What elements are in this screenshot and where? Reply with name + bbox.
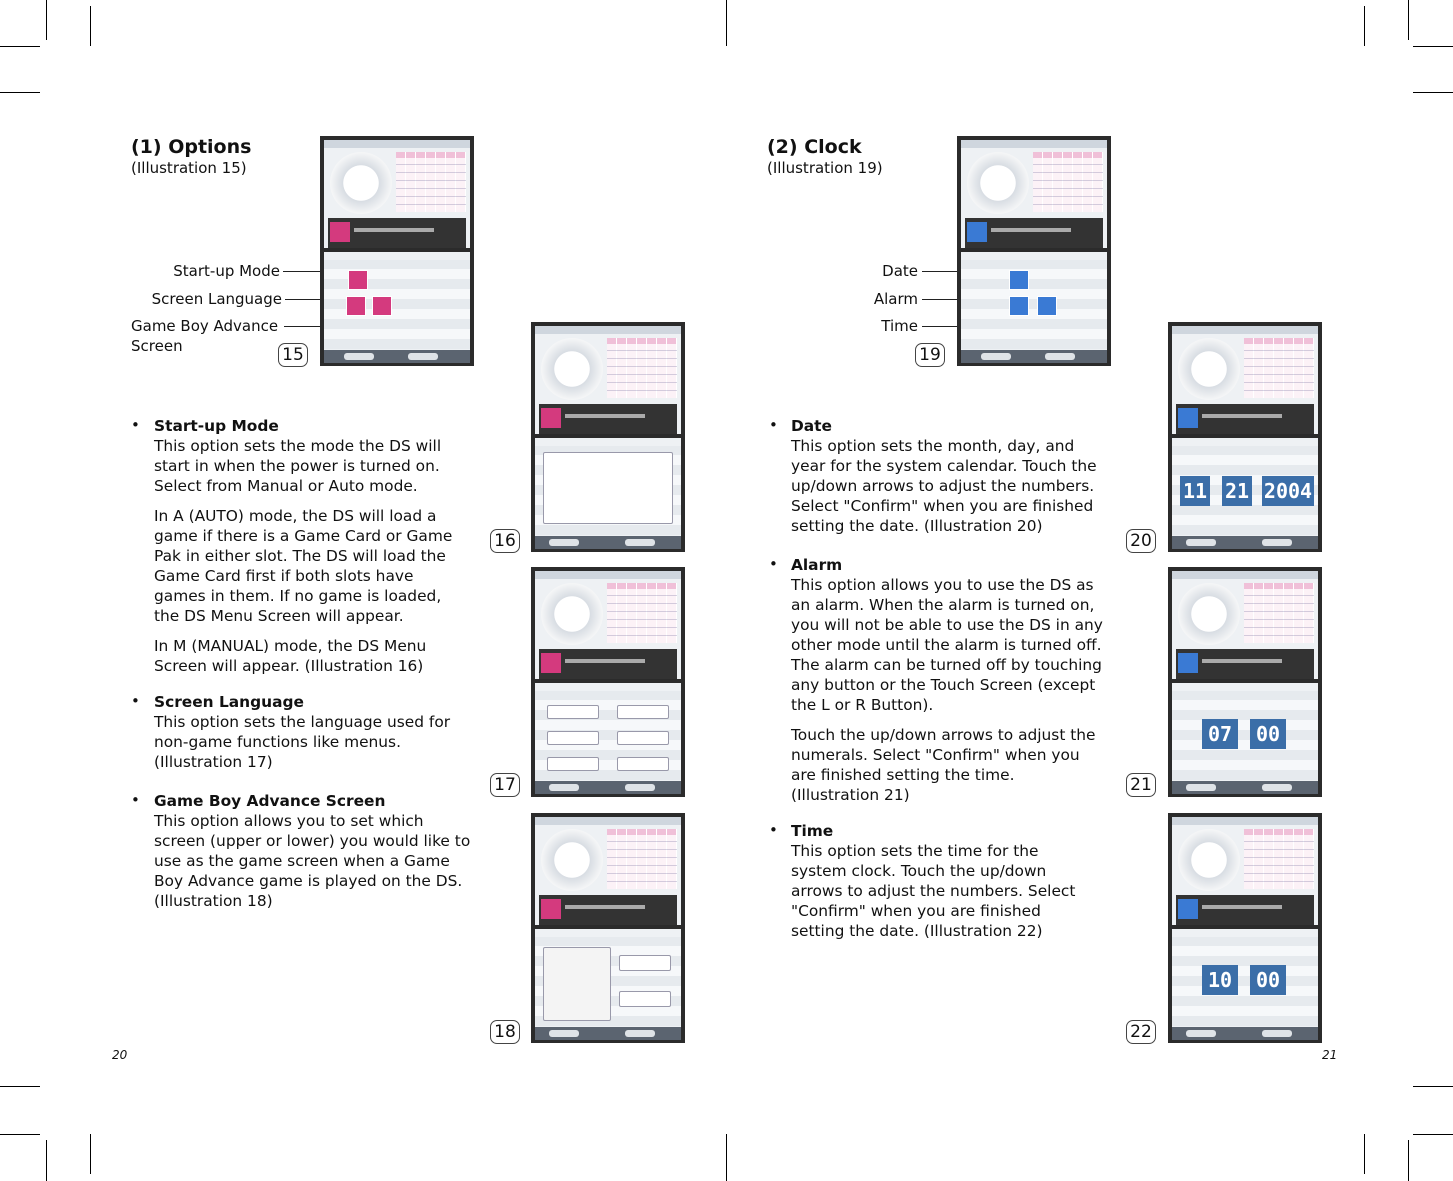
- crop-mark: [1413, 1134, 1453, 1135]
- time-hour-digits: 10: [1202, 965, 1238, 995]
- item-title: Game Boy Advance Screen: [154, 792, 386, 810]
- bullet: •: [131, 791, 140, 809]
- ds-screenshot-options: [320, 136, 474, 366]
- item-screen-language: [154, 692, 470, 782]
- time-minute-digits: 00: [1250, 965, 1286, 995]
- crop-mark: [0, 1086, 40, 1087]
- crop-mark: [1413, 46, 1453, 47]
- ds-screenshot-screen-language: [531, 567, 685, 797]
- item-date: [791, 416, 1109, 546]
- item-paragraph: This option sets the month, day, and year for the system calendar. Touch the up/down arrows to adjust the numbers. Select "Confirm" when you are finished setting the date. (Illustration 20): [791, 437, 1097, 535]
- ds-screenshot-date: [1168, 322, 1322, 552]
- item-gba-screen: [154, 791, 472, 921]
- date-day-digits: 21: [1222, 476, 1252, 506]
- bullet: •: [769, 416, 778, 434]
- crop-mark: [1364, 6, 1365, 46]
- section-subtitle-options: (Illustration 15): [131, 159, 247, 177]
- crop-mark: [1413, 92, 1453, 93]
- section-subtitle-clock: (Illustration 19): [767, 159, 883, 177]
- illustration-number-18: 18: [490, 1020, 520, 1044]
- crop-mark: [1364, 1134, 1365, 1174]
- item-paragraph: In A (AUTO) mode, the DS will load a game if there is a Game Card or Game Pak in either slot. The DS will load the Game Card first if both slots have games in them. If no game is loaded, the DS Menu Screen will appear.: [154, 507, 453, 625]
- illustration-number-17: 17: [490, 773, 520, 797]
- item-title: Screen Language: [154, 693, 304, 711]
- ds-screenshot-startup-mode: [531, 322, 685, 552]
- item-paragraph: This option sets the language used for non-game functions like menus. (Illustration 17): [154, 713, 451, 771]
- item-title: Date: [791, 417, 832, 435]
- crop-mark: [90, 1134, 91, 1174]
- crop-mark: [0, 92, 40, 93]
- item-time: [791, 821, 1097, 951]
- item-paragraph: This option allows you to use the DS as an alarm. When the alarm is turned on, you will not be able to use the DS in any other mode until the alarm is turned off. The alarm can be turned off by touching any button or the Touch Screen (except the L or R Button).: [791, 576, 1103, 714]
- callout-screen-language: Screen Language: [151, 290, 282, 308]
- item-paragraph: This option sets the mode the DS will start in when the power is turned on. Select from Manual or Auto mode.: [154, 437, 442, 495]
- item-paragraph: Touch the up/down arrows to adjust the numerals. Select "Confirm" when you are finished setting the time. (Illustration 21): [791, 726, 1096, 804]
- illustration-number-19: 19: [915, 343, 945, 367]
- callout-alarm: Alarm: [873, 290, 918, 308]
- item-paragraph: This option sets the time for the system clock. Touch the up/down arrows to adjust the numbers. Select "Confirm" when you are finished setting the date. (Illustration 22): [791, 842, 1076, 940]
- crop-mark: [1408, 1140, 1409, 1181]
- date-year-digits: 2004: [1262, 476, 1314, 506]
- callout-date: Date: [882, 262, 918, 280]
- crop-mark: [46, 1140, 47, 1181]
- crop-mark: [46, 0, 47, 40]
- item-startup-mode: [154, 416, 470, 686]
- section-title-options: (1) Options: [131, 136, 252, 158]
- crop-mark: [1413, 1086, 1453, 1087]
- ds-screenshot-gba-screen: [531, 813, 685, 1043]
- date-month-digits: 11: [1180, 476, 1210, 506]
- illustration-number-22: 22: [1126, 1020, 1156, 1044]
- illustration-number-21: 21: [1126, 773, 1156, 797]
- callout-time: Time: [881, 317, 918, 335]
- callout-startup-mode: Start-up Mode: [173, 262, 280, 280]
- ds-screenshot-clock: [957, 136, 1111, 366]
- bullet: •: [131, 416, 140, 434]
- callout-gba-screen-line2: Screen: [131, 337, 183, 355]
- section-title-clock: (2) Clock: [767, 136, 862, 158]
- alarm-hour-digits: 07: [1202, 719, 1238, 749]
- crop-mark: [90, 6, 91, 46]
- callout-gba-screen: Game Boy Advance: [131, 317, 279, 335]
- crop-mark: [1408, 0, 1409, 40]
- ds-screenshot-alarm: [1168, 567, 1322, 797]
- item-title: Alarm: [791, 556, 843, 574]
- alarm-minute-digits: 00: [1250, 719, 1286, 749]
- crop-mark: [0, 46, 40, 47]
- bullet: •: [769, 821, 778, 839]
- illustration-number-20: 20: [1126, 529, 1156, 553]
- item-paragraph: In M (MANUAL) mode, the DS Menu Screen will appear. (Illustration 16): [154, 637, 427, 675]
- crop-mark: [726, 0, 727, 46]
- item-title: Start-up Mode: [154, 417, 279, 435]
- crop-mark: [726, 1134, 727, 1181]
- illustration-number-15: 15: [278, 343, 308, 367]
- illustration-number-16: 16: [490, 529, 520, 553]
- ds-screenshot-time: [1168, 813, 1322, 1043]
- bullet: •: [769, 555, 778, 573]
- page-number-right: 21: [1322, 1048, 1338, 1062]
- item-paragraph: This option allows you to set which screen (upper or lower) you would like to use as the game screen when a Game Boy Advance game is played on the DS. (Illustration 18): [154, 812, 471, 910]
- item-title: Time: [791, 822, 834, 840]
- bullet: •: [131, 692, 140, 710]
- crop-mark: [0, 1134, 40, 1135]
- item-alarm: [791, 555, 1107, 815]
- page-number-left: 20: [112, 1048, 128, 1062]
